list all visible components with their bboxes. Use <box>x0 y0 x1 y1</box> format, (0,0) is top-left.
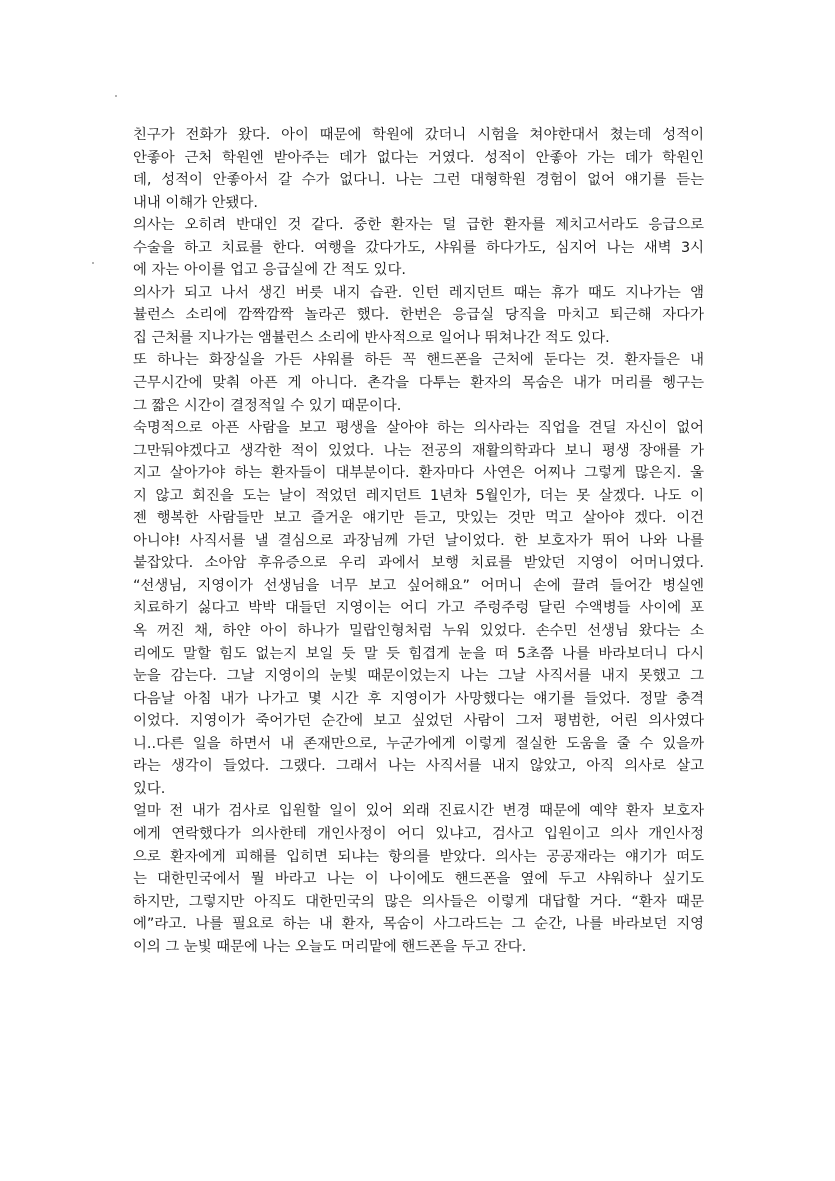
text-line: 치료하기 싫다고 박박 대들던 지영이는 어디 가고 주렁주렁 달린 수액병들 사이에 포 <box>133 600 704 617</box>
text-line: 붙잡았다. 소아암 후유증으로 우리 과에서 보행 치료를 받았던 지영이 어머니였다. <box>133 555 704 572</box>
text-line: 숙명적으로 아픈 사람을 보고 평생을 살아야 하는 의사라는 직업을 견딜 자신이 없어 <box>133 420 704 437</box>
text-line: 의사가 되고 나서 생긴 버릇 내지 습관. 인턴 레지던트 때는 휴가 때도 지나가는 앰 <box>133 284 704 301</box>
text-line: 뷸런스 소리에 깜짝깜짝 놀라곤 했다. 한번은 응급실 당직을 마치고 퇴근해 자다가 <box>133 307 704 324</box>
text-line: 안좋아 근처 학원엔 받아주는 데가 없다는 거였다. 성적이 안좋아 가는 데가 학원인 <box>133 149 704 166</box>
text-line: 이었다. 지영이가 죽어가던 순간에 보고 싶었던 사람이 그저 평범한, 어린 의사였다 <box>133 713 704 730</box>
text-line: 에게 연락했다가 의사한테 개인사정이 어디 있냐고, 검사고 입원이고 의사 개인사정 <box>133 825 704 842</box>
text-line: 하지만, 그렇지만 아직도 대한민국의 많은 의사들은 이렇게 대답할 거다. “환자 때문 <box>133 893 704 910</box>
essay-body <box>133 124 704 958</box>
text-line: 옥 꺼진 채, 하얀 아이 하나가 밀랍인형처럼 누워 있었다. 손수민 선생님 왔다는 소 <box>133 623 704 640</box>
text-line: 에”라고. 나를 필요로 하는 내 환자, 목숨이 사그라드는 그 순간, 나를 바라보던 지영 <box>133 916 704 933</box>
text-line: 라는 생각이 들었다. 그랬다. 그래서 나는 사직서를 내지 않았고, 아직 의사로 살고 <box>133 758 704 775</box>
text-line: 이의 그 눈빛 때문에 나는 오늘도 머리맡에 핸드폰을 두고 잔다. <box>133 938 527 955</box>
text-line: 의사는 오히려 반대인 것 같다. 중한 환자는 덜 급한 환자를 제치고서라도 응급으로 <box>133 217 704 234</box>
text-line: 친구가 전화가 왔다. 아이 때문에 학원에 갔더니 시험을 쳐야한대서 쳤는데 성적이 <box>133 127 704 143</box>
text-line: 얼마 전 내가 검사로 입원할 일이 있어 외래 진료시간 변경 때문에 예약 환자 보호자 <box>133 803 704 820</box>
text-line: 지 않고 회진을 도는 날이 적었던 레지던트 1년차 5월인가, 더는 못 살겠다. 나도 이 <box>133 487 704 504</box>
text-line: 니..다른 일을 하면서 내 존재만으로, 누군가에게 이렇게 절실한 도움을 줄 수 있을까 <box>133 735 704 752</box>
text-line: 수술을 하고 치료를 한다. 여행을 갔다가도, 샤워를 하다가도, 심지어 나는 새벽 3시 <box>133 239 704 256</box>
text-line: 데, 성적이 안좋아서 갈 수가 없다니. 나는 그런 대형학원 경험이 없어 얘기를 듣는 <box>133 172 704 189</box>
text-line: 눈을 감는다. 그날 지영이의 눈빛 때문이었는지 나는 그날 사직서를 내지 못했고 그 <box>133 668 704 685</box>
scan-speck-left <box>92 262 94 264</box>
text-line: 내내 이해가 안됐다. <box>133 194 258 211</box>
text-line: 다음날 아침 내가 나가고 몇 시간 후 지영이가 사망했다는 얘기를 들었다. 정말 충격 <box>133 690 704 707</box>
text-line: 으로 환자에게 피해를 입히면 되냐는 항의를 받았다. 의사는 공공재라는 얘기가 떠도 <box>133 848 704 865</box>
text-line: 있다. <box>133 780 166 797</box>
text-line: “선생님, 지영이가 선생님을 너무 보고 싶어해요” 어머니 손에 끌려 들어간 병실엔 <box>133 577 704 594</box>
text-line: 그 짧은 시간이 결정적일 수 있기 때문이다. <box>133 397 402 414</box>
text-line: 그만둬야겠다고 생각한 적이 있었다. 나는 전공의 재활의학과다 보니 평생 장애를 가 <box>133 442 704 459</box>
text-line: 아니야! 사직서를 낼 결심으로 과장님께 가던 날이었다. 한 보호자가 뛰어 나와 나를 <box>133 532 704 549</box>
text-line: 또 하나는 화장실을 가든 샤워를 하든 꼭 핸드폰을 근처에 둔다는 것. 환자들은 내 <box>133 352 704 369</box>
text-line: 젠 행복한 사람들만 보고 즐거운 얘기만 듣고, 맛있는 것만 먹고 살아야 겠다. 이건 <box>133 510 704 527</box>
scan-speck-top <box>115 95 117 97</box>
text-line: 에 자는 아이를 업고 응급실에 간 적도 있다. <box>133 262 406 279</box>
text-line: 근무시간에 맞춰 아픈 게 아니다. 촌각을 다투는 환자의 목숨은 내가 머리를 헹구는 <box>133 375 704 392</box>
text-line: 지고 살아가야 하는 환자들이 대부분이다. 환자마다 사연은 어찌나 그렇게 많은지. 울 <box>133 465 704 482</box>
text-line: 리에도 말할 힘도 없는지 보일 듯 말 듯 힘겹게 눈을 떠 5초쯤 나를 바라보더니 다시 <box>133 645 704 662</box>
text-line: 는 대한민국에서 뭘 바라고 나는 이 나이에도 핸드폰을 옆에 두고 샤워하나 싶기도 <box>133 871 704 888</box>
text-line: 집 근처를 지나가는 앰뷸런스 소리에 반사적으로 일어나 뛰쳐나간 적도 있다. <box>133 329 610 346</box>
